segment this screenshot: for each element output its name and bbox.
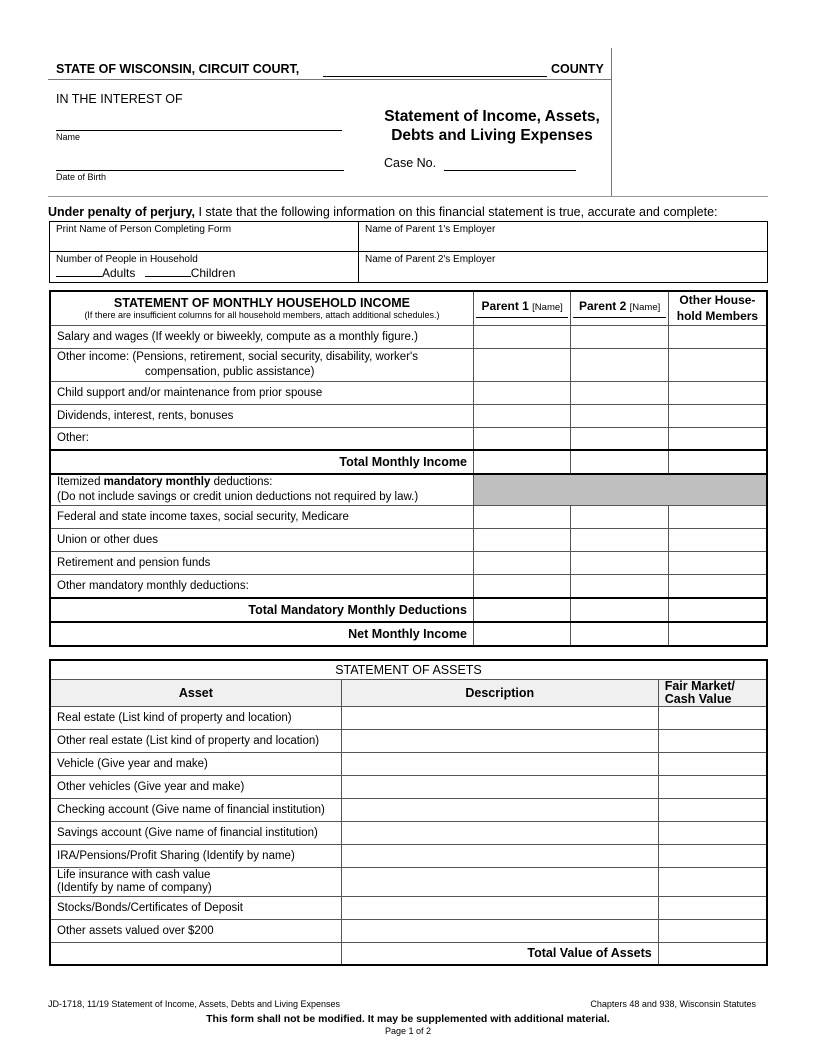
stocks-description-cell[interactable] bbox=[341, 896, 658, 919]
county-field[interactable] bbox=[323, 62, 547, 77]
parent2-name-tag: [Name] bbox=[629, 301, 661, 313]
form-title-line2: Debts and Living Expenses bbox=[391, 127, 593, 144]
other-income-label bbox=[50, 348, 473, 381]
other-label: Other: bbox=[50, 427, 473, 450]
ira-value-cell[interactable] bbox=[658, 844, 767, 867]
footer-statutes: Chapters 48 and 938, Wisconsin Statutes bbox=[590, 999, 756, 1009]
other-deductions-p2-cell[interactable] bbox=[571, 575, 668, 598]
dividends-p1-cell[interactable] bbox=[473, 404, 570, 427]
adults-label: Adults bbox=[102, 266, 136, 280]
other-vehicles-label: Other vehicles (Give year and make) bbox=[50, 775, 341, 798]
retirement-label: Retirement and pension funds bbox=[50, 552, 473, 575]
itemized-shaded-cell bbox=[473, 474, 767, 506]
parent2-employer-cell[interactable] bbox=[359, 252, 768, 283]
children-label: Children bbox=[190, 266, 236, 280]
other-income-other-cell[interactable] bbox=[668, 348, 767, 381]
table-row bbox=[50, 622, 767, 646]
other-deductions-p1-cell[interactable] bbox=[473, 575, 570, 598]
itemized-bold: mandatory monthly bbox=[103, 476, 211, 488]
table-row bbox=[50, 844, 767, 867]
other-vehicles-value-cell[interactable] bbox=[658, 775, 767, 798]
union-label: Union or other dues bbox=[50, 529, 473, 552]
table-row bbox=[50, 552, 767, 575]
savings-description-cell[interactable] bbox=[341, 821, 658, 844]
itemized-post: deductions: bbox=[210, 476, 273, 488]
county-label: COUNTY bbox=[551, 62, 604, 76]
parent1-employer-cell[interactable] bbox=[359, 222, 768, 252]
value-header-line2: Cash Value bbox=[664, 691, 732, 706]
life-insurance-line1: Life insurance with cash value bbox=[57, 868, 211, 881]
other-real-estate-description-cell[interactable] bbox=[341, 729, 658, 752]
parent1-column-header bbox=[473, 291, 570, 325]
court-prefix: STATE OF WISCONSIN, CIRCUIT COURT, bbox=[56, 62, 300, 76]
itemized-label bbox=[50, 474, 473, 506]
table-row bbox=[50, 381, 767, 404]
other-income-p2-cell[interactable] bbox=[571, 348, 668, 381]
income-title-cell bbox=[50, 291, 473, 325]
retirement-other-cell[interactable] bbox=[668, 552, 767, 575]
table-row bbox=[50, 506, 767, 529]
value-header-line1: Fair Market/ bbox=[664, 678, 735, 693]
dividends-other-cell[interactable] bbox=[668, 404, 767, 427]
footer-form-id: JD-1718, 11/19 Statement of Income, Assets, Debts and Living Expenses bbox=[48, 999, 340, 1009]
checking-value-cell[interactable] bbox=[658, 798, 767, 821]
interest-label: IN THE INTEREST OF bbox=[56, 92, 183, 106]
itemized-pre: Itemized bbox=[57, 476, 104, 488]
real-estate-label: Real estate (List kind of property and location) bbox=[50, 706, 341, 729]
ira-label: IRA/Pensions/Profit Sharing (Identify by name) bbox=[50, 844, 341, 867]
asset-column-header: Asset bbox=[50, 679, 341, 706]
children-field[interactable] bbox=[145, 266, 191, 277]
stocks-value-cell[interactable] bbox=[658, 896, 767, 919]
other-p2-cell[interactable] bbox=[571, 427, 668, 450]
perjury-statement bbox=[48, 205, 718, 219]
other-members-line1: Other House- bbox=[679, 293, 756, 308]
net-income-label: Net Monthly Income bbox=[50, 622, 473, 646]
perjury-bold: Under penalty of perjury, bbox=[48, 205, 196, 219]
total-income-p2-cell[interactable] bbox=[571, 450, 668, 474]
table-row bbox=[50, 529, 767, 552]
total-assets-value-cell[interactable] bbox=[658, 942, 767, 965]
child-support-p2-cell[interactable] bbox=[571, 381, 668, 404]
table-row bbox=[50, 427, 767, 450]
total-deductions-p1-cell[interactable] bbox=[473, 598, 570, 622]
total-income-label: Total Monthly Income bbox=[50, 450, 473, 474]
case-number-field[interactable] bbox=[444, 156, 576, 171]
table-row bbox=[50, 598, 767, 622]
ira-description-cell[interactable] bbox=[341, 844, 658, 867]
net-income-other-cell[interactable] bbox=[668, 622, 767, 646]
taxes-other-cell[interactable] bbox=[668, 506, 767, 529]
footer-notice: This form shall not be modified. It may be supplemented with additional material. bbox=[206, 1013, 610, 1025]
table-row bbox=[50, 896, 767, 919]
total-income-p1-cell[interactable] bbox=[473, 450, 570, 474]
other-assets-description-cell[interactable] bbox=[341, 919, 658, 942]
taxes-p2-cell[interactable] bbox=[571, 506, 668, 529]
table-row bbox=[50, 325, 767, 348]
other-p1-cell[interactable] bbox=[473, 427, 570, 450]
union-other-cell[interactable] bbox=[668, 529, 767, 552]
retirement-p1-cell[interactable] bbox=[473, 552, 570, 575]
adults-field[interactable] bbox=[56, 266, 102, 277]
life-insurance-label bbox=[50, 867, 341, 896]
table-row bbox=[50, 752, 767, 775]
dividends-p2-cell[interactable] bbox=[571, 404, 668, 427]
header-court-line-top bbox=[48, 79, 611, 80]
other-vehicles-description-cell[interactable] bbox=[341, 775, 658, 798]
form-title-line1: Statement of Income, Assets, bbox=[384, 108, 600, 125]
parent2-employer-label: Name of Parent 2's Employer bbox=[365, 254, 496, 265]
footer-page: Page 1 of 2 bbox=[384, 1026, 432, 1036]
table-row bbox=[50, 798, 767, 821]
parent1-name-tag: [Name] bbox=[532, 301, 563, 313]
savings-label: Savings account (Give name of financial institution) bbox=[50, 821, 341, 844]
table-row bbox=[50, 474, 767, 506]
child-support-p1-cell[interactable] bbox=[473, 381, 570, 404]
table-row bbox=[50, 729, 767, 752]
table-row bbox=[50, 821, 767, 844]
dob-label: Date of Birth bbox=[56, 172, 107, 182]
table-row bbox=[50, 775, 767, 798]
other-assets-value-cell[interactable] bbox=[658, 919, 767, 942]
assets-title: STATEMENT OF ASSETS bbox=[50, 660, 767, 679]
life-insurance-description-cell[interactable] bbox=[341, 867, 658, 896]
parent2-label: Parent 2 bbox=[578, 298, 627, 313]
value-column-header bbox=[658, 679, 767, 706]
total-assets-spacer bbox=[50, 942, 341, 965]
taxes-label: Federal and state income taxes, social security, Medicare bbox=[50, 506, 473, 529]
other-income-line2: compensation, public assistance) bbox=[145, 365, 315, 378]
other-real-estate-label: Other real estate (List kind of property and location) bbox=[50, 729, 341, 752]
salary-other-cell[interactable] bbox=[668, 325, 767, 348]
life-insurance-value-cell[interactable] bbox=[658, 867, 767, 896]
parent2-column-header bbox=[571, 291, 668, 325]
table-row bbox=[50, 450, 767, 474]
life-insurance-line2: (Identify by name of company) bbox=[57, 881, 212, 894]
other-income-line1: Other income: (Pensions, retirement, social security, disability, worker's bbox=[57, 350, 418, 363]
checking-label: Checking account (Give name of financial institution) bbox=[50, 798, 341, 821]
name-label: Name bbox=[56, 132, 81, 142]
total-deductions-label: Total Mandatory Monthly Deductions bbox=[50, 598, 473, 622]
total-income-other-cell[interactable] bbox=[668, 450, 767, 474]
num-people-cell bbox=[50, 252, 359, 283]
parent1-label: Parent 1 bbox=[481, 298, 529, 313]
total-assets-label: Total Value of Assets bbox=[341, 942, 658, 965]
parent1-employer-label: Name of Parent 1's Employer bbox=[365, 224, 496, 235]
person-info-table bbox=[49, 221, 768, 283]
table-row bbox=[50, 867, 767, 896]
print-name-label: Print Name of Person Completing Form bbox=[56, 224, 232, 235]
vehicle-label: Vehicle (Give year and make) bbox=[50, 752, 341, 775]
other-other-cell[interactable] bbox=[668, 427, 767, 450]
retirement-p2-cell[interactable] bbox=[571, 552, 668, 575]
vehicle-value-cell[interactable] bbox=[658, 752, 767, 775]
table-row bbox=[50, 706, 767, 729]
total-deductions-other-cell[interactable] bbox=[668, 598, 767, 622]
table-row bbox=[50, 919, 767, 942]
perjury-text: I state that the following information on this financial statement is true, accurate and complete: bbox=[195, 205, 718, 219]
table-row bbox=[50, 575, 767, 598]
salary-label: Salary and wages (If weekly or biweekly, compute as a monthly figure.) bbox=[50, 325, 473, 348]
dob-field[interactable] bbox=[56, 152, 344, 171]
itemized-note: (Do not include savings or credit union deductions not required by law.) bbox=[57, 491, 419, 503]
form-title bbox=[372, 107, 612, 145]
other-assets-label: Other assets valued over $200 bbox=[50, 919, 341, 942]
dividends-label: Dividends, interest, rents, bonuses bbox=[50, 404, 473, 427]
real-estate-value-cell[interactable] bbox=[658, 706, 767, 729]
other-real-estate-value-cell[interactable] bbox=[658, 729, 767, 752]
child-support-label: Child support and/or maintenance from prior spouse bbox=[50, 381, 473, 404]
salary-p2-cell[interactable] bbox=[571, 325, 668, 348]
description-column-header: Description bbox=[341, 679, 658, 706]
table-row bbox=[50, 942, 767, 965]
salary-p1-cell[interactable] bbox=[473, 325, 570, 348]
income-title: STATEMENT OF MONTHLY HOUSEHOLD INCOME bbox=[113, 296, 410, 311]
num-people-label: Number of People in Household bbox=[56, 254, 198, 265]
assets-table bbox=[49, 659, 768, 966]
monthly-income-table bbox=[49, 290, 768, 647]
net-income-p1-cell[interactable] bbox=[473, 622, 570, 646]
other-deductions-label: Other mandatory monthly deductions: bbox=[50, 575, 473, 598]
real-estate-description-cell[interactable] bbox=[341, 706, 658, 729]
table-row bbox=[50, 348, 767, 381]
case-label: Case No. bbox=[384, 156, 437, 170]
union-p2-cell[interactable] bbox=[571, 529, 668, 552]
other-income-p1-cell[interactable] bbox=[473, 348, 570, 381]
taxes-p1-cell[interactable] bbox=[473, 506, 570, 529]
union-p1-cell[interactable] bbox=[473, 529, 570, 552]
income-subtitle: (If there are insufficient columns for all household members, attach additional schedules.) bbox=[84, 310, 440, 321]
header-bottom-line bbox=[48, 196, 768, 197]
child-support-other-cell[interactable] bbox=[668, 381, 767, 404]
vehicle-description-cell[interactable] bbox=[341, 752, 658, 775]
name-field[interactable] bbox=[56, 112, 342, 131]
total-deductions-p2-cell[interactable] bbox=[571, 598, 668, 622]
savings-value-cell[interactable] bbox=[658, 821, 767, 844]
other-members-column-header bbox=[668, 291, 767, 325]
checking-description-cell[interactable] bbox=[341, 798, 658, 821]
table-row bbox=[50, 404, 767, 427]
print-name-cell[interactable] bbox=[50, 222, 359, 252]
net-income-p2-cell[interactable] bbox=[571, 622, 668, 646]
stocks-label: Stocks/Bonds/Certificates of Deposit bbox=[50, 896, 341, 919]
other-deductions-other-cell[interactable] bbox=[668, 575, 767, 598]
other-members-line2: hold Members bbox=[676, 309, 759, 324]
